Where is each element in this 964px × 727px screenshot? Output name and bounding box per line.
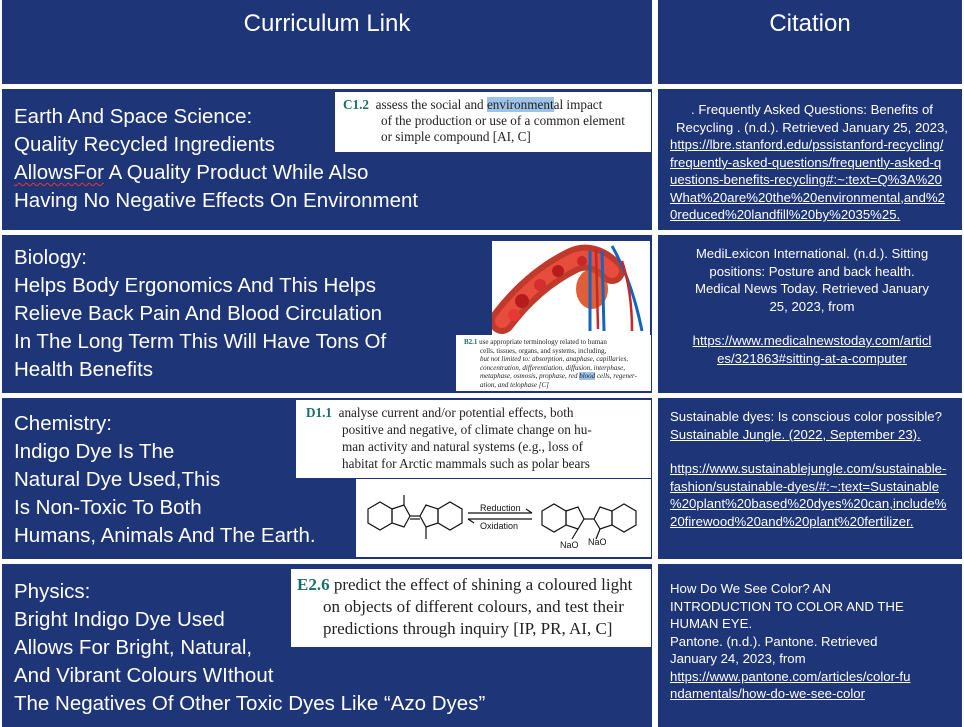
expectation-code: D1.1 xyxy=(306,405,333,420)
subject-heading: Physics: xyxy=(14,580,91,603)
row-physics-citation xyxy=(658,564,962,727)
expectation-code: E2.6 xyxy=(297,575,330,594)
text-line: on objects of different colours, and test their xyxy=(323,597,624,616)
expectation-snippet-c12 xyxy=(335,92,651,152)
expectation-snippet-e26 xyxy=(291,569,651,647)
highlighted-term: environment xyxy=(486,97,554,112)
citation-link[interactable]: %20plant%20based%20dyes%20can,include% xyxy=(670,496,947,511)
citation-line: Pantone. (n.d.). Pantone. Retrieved xyxy=(670,633,878,649)
text-line: predictions through inquiry [IP, PR, AI, C] xyxy=(323,619,613,638)
indigo-reaction-diagram xyxy=(356,479,651,557)
citation-link[interactable]: ndamentals/how-do-we-see-color xyxy=(670,686,865,701)
citation-line: MediLexicon International. (n.d.). Sitting xyxy=(695,246,929,261)
citation-link[interactable]: 0reduced%20landfill%20by%2035%25. xyxy=(670,207,901,222)
citation-line: positions: Posture and back health. xyxy=(709,263,915,279)
row-chemistry-citation xyxy=(658,398,962,559)
citation-text xyxy=(670,580,954,703)
row-biology-citation xyxy=(658,235,962,393)
text-line: Relieve Back Pain And Blood Circulation xyxy=(14,302,383,325)
text-line: Helps Body Ergonomics And This Helps xyxy=(14,274,376,297)
citation-text xyxy=(670,408,954,530)
nao-label-2: NaO xyxy=(588,537,607,547)
row-physics-curriculum xyxy=(2,564,652,727)
text-line: or simple compound [AI, C] xyxy=(381,129,531,144)
header-citation-label: Citation xyxy=(769,10,851,37)
citation-link[interactable]: frequently-asked-questions/frequently-asked-q xyxy=(670,154,942,170)
text-segment: metaphase, osmosis, prophase, red xyxy=(480,372,580,381)
citation-line: Recycling . (n.d.). Retrieved January 25, 2023, xyxy=(676,119,948,135)
citation-link[interactable]: uestions-benefits-recycling#:~:text=Q%3A%20 xyxy=(670,172,942,187)
citation-text xyxy=(670,101,954,224)
text-line: Humans, Animals And The Earth. xyxy=(14,524,316,547)
citation-line: Sustainable dyes: Is conscious color possible? xyxy=(670,409,942,424)
text-line: Allows For Bright, Natural, xyxy=(14,636,253,659)
expectation-snippet-b21 xyxy=(456,335,651,391)
text-line: Bright Indigo Dye Used xyxy=(14,608,225,631)
citation-link[interactable]: Sustainable Jungle. (2022, September 23). xyxy=(670,426,921,442)
citation-line: How Do We See Color? AN xyxy=(670,581,832,596)
text-segment: al impact xyxy=(553,97,603,112)
text-line: but not limited to: absorption, anaphase, capillaries, xyxy=(480,355,628,364)
citation-line: January 24, 2023, from xyxy=(670,651,806,666)
reaction-svg xyxy=(356,479,651,557)
text-segment: cells, regener- xyxy=(595,372,637,381)
citation-line: 25, 2023, from xyxy=(769,298,855,314)
citation-link[interactable]: What%20are%20the%20environmental,and%2 xyxy=(670,189,945,205)
header-curriculum-link-label: Curriculum Link xyxy=(243,10,411,37)
chemistry-text xyxy=(14,410,316,550)
subject-heading: Chemistry: xyxy=(14,412,112,435)
citation-line: INTRODUCTION TO COLOR AND THE xyxy=(670,598,904,614)
biology-text xyxy=(14,244,386,384)
citation-line: . Frequently Asked Questions: Benefits of xyxy=(691,102,933,117)
citation-link[interactable]: es/321863#sitting-at-a-computer xyxy=(717,350,907,366)
subject-heading: Earth And Space Science: xyxy=(14,105,253,128)
citation-line: HUMAN EYE. xyxy=(670,616,753,631)
row-biology-curriculum xyxy=(2,235,652,393)
text-line: Is Non-Toxic To Both xyxy=(14,496,202,519)
expectation-code: C1.2 xyxy=(343,97,370,112)
text-line: habitat for Arctic mammals such as polar bears xyxy=(342,456,590,471)
text-line: cells, tissues, organs, and systems, including, xyxy=(480,346,607,355)
expectation-code: B2.1 xyxy=(464,338,478,346)
row-chemistry-curriculum xyxy=(2,398,652,559)
text-line: And Vibrant Colours WIthout xyxy=(14,664,274,687)
blood-vessel-illustration xyxy=(492,241,650,335)
highlighted-term: blood xyxy=(579,372,596,381)
text-line: Quality Recycled Ingredients xyxy=(14,133,275,156)
text-line: concentration, differentiation, diffusion, interphase, xyxy=(480,363,625,372)
text-line: Natural Dye Used,This xyxy=(14,468,221,491)
citation-link[interactable]: https://lbre.stanford.edu/pssistanford-recycling/ xyxy=(670,137,944,152)
subject-heading: Biology: xyxy=(14,246,87,269)
text-segment: analyse current and/or potential effects, both xyxy=(338,405,574,420)
row-earth-space-curriculum xyxy=(2,89,652,230)
citation-link[interactable]: https://www.medicalnewstoday.com/articl xyxy=(692,333,932,348)
text-line: man activity and natural systems (e.g., loss of xyxy=(342,439,583,454)
text-line: Health Benefits xyxy=(14,358,154,381)
text-line: positive and negative, of climate change on hu- xyxy=(342,422,592,437)
text-segment: A Quality Product While Also xyxy=(104,161,369,184)
text-line xyxy=(14,159,418,187)
text-line: Having No Negative Effects On Environment xyxy=(14,189,419,212)
row-earth-space-citation xyxy=(658,89,962,230)
blood-vessel-svg xyxy=(492,241,650,335)
citation-link[interactable]: https://www.sustainablejungle.com/sustainable- xyxy=(670,461,947,476)
header-citation xyxy=(658,0,962,84)
text-segment: assess the social and xyxy=(375,97,487,112)
citation-line: Medical News Today. Retrieved January xyxy=(694,281,930,296)
citation-text xyxy=(670,245,954,367)
text-segment: predict the effect of shining a coloured light xyxy=(333,575,633,594)
text-segment: use appropriate terminology related to human xyxy=(479,338,607,346)
oxidation-label: Oxidation xyxy=(480,521,519,531)
reduction-label: Reduction xyxy=(480,503,521,513)
text-line: In The Long Term This Will Have Tons Of xyxy=(14,330,387,353)
spellcheck-word: AllowsFor xyxy=(14,161,104,184)
header-curriculum-link xyxy=(2,0,652,84)
citation-link[interactable]: fashion/sustainable-dyes/#:~:text=Sustainable xyxy=(670,478,940,494)
text-line: The Negatives Of Other Toxic Dyes Like “Azo Dyes” xyxy=(14,692,486,715)
text-line: ation, and telophase [C] xyxy=(480,380,549,389)
text-line: Indigo Dye Is The xyxy=(14,440,175,463)
expectation-snippet-d11 xyxy=(296,400,651,478)
citation-link[interactable]: https://www.pantone.com/articles/color-fu xyxy=(670,668,911,684)
nao-label-1: NaO xyxy=(560,540,579,550)
text-line: of the production or use of a common element xyxy=(381,113,625,128)
citation-link[interactable]: 20firewood%20and%20plant%20fertilizer. xyxy=(670,513,914,529)
